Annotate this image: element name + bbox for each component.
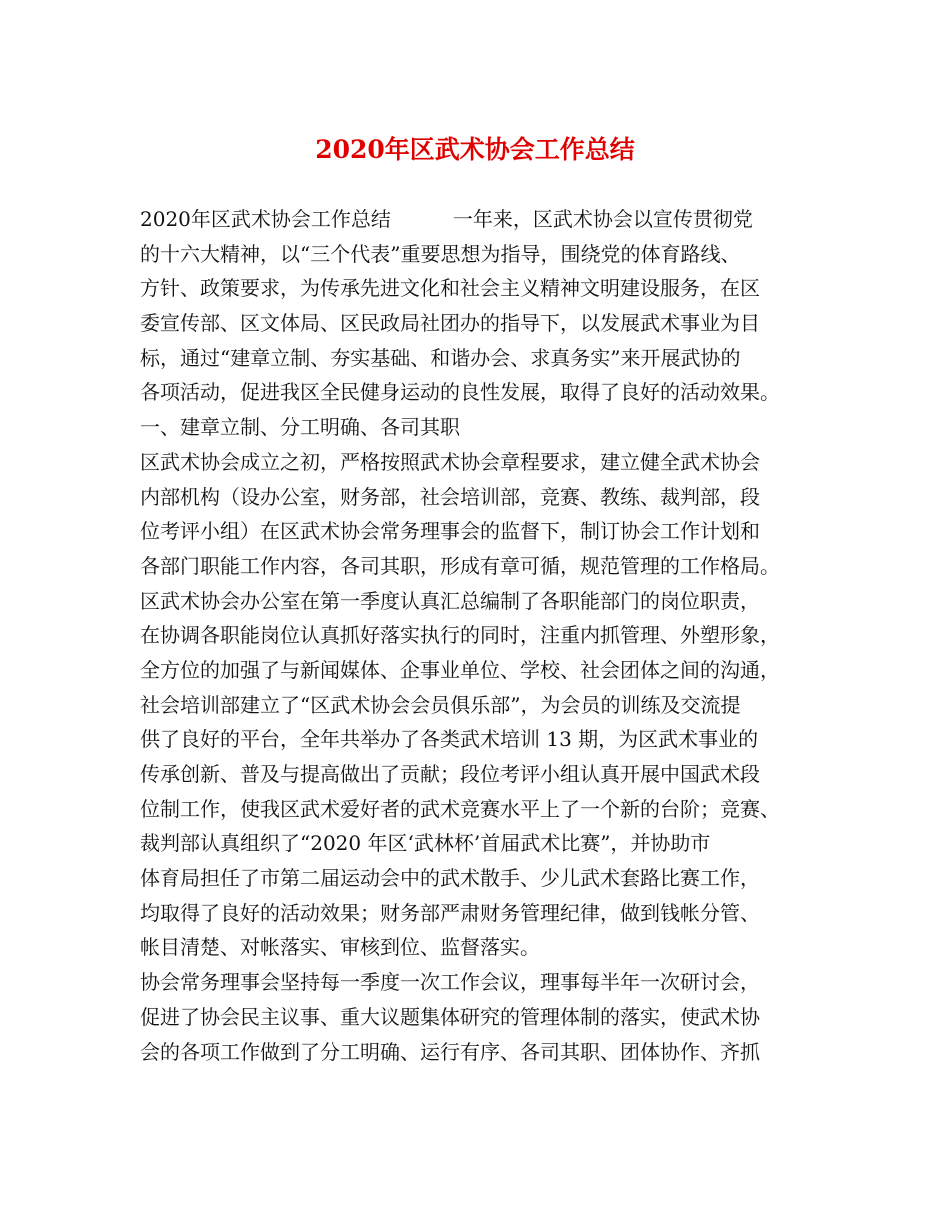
- text-line: 全方位的加强了与新闻媒体、企事业单位、学校、社会团体之间的沟通，: [140, 657, 780, 682]
- text-line: 位考评小组）在区武术协会常务理事会的监督下，制订协会工作计划和: [140, 519, 760, 544]
- inline-heading: 2020年区武术协会工作总结: [140, 207, 391, 231]
- text-line: 内部机构（设办公室，财务部，社会培训部，竞赛、教练、裁判部，段: [140, 484, 760, 509]
- text-line: 各部门职能工作内容，各司其职，形成有章可循，规范管理的工作格局。: [140, 553, 780, 578]
- text-line: 标，通过“建章立制、夯实基础、和谐办会、求真务实”来开展武协的: [140, 345, 741, 370]
- text-line: 供了良好的平台，全年共举办了各类武术培训 13 期，为区武术事业的: [140, 727, 759, 752]
- first-line: [140, 202, 830, 237]
- text-line: 区武术协会办公室在第一季度认真汇总编制了各职能部门的岗位职责，: [140, 588, 760, 613]
- text-line: 在协调各职能岗位认真抓好落实执行的同时，注重内抓管理、外塑形象，: [140, 623, 780, 648]
- document-title: 2020年区武术协会工作总结: [315, 135, 635, 164]
- section-heading: 一、建章立制、分工明确、各司其职: [140, 415, 460, 440]
- text-line: 传承创新、普及与提高做出了贡献；段位考评小组认真开展中国武术段: [140, 762, 760, 786]
- text-line: 体育局担任了市第二届运动会中的武术散手、少儿武术套路比赛工作，: [140, 866, 760, 891]
- text-line: 各项活动，促进我区全民健身运动的良性发展，取得了良好的活动效果。: [140, 380, 780, 405]
- text-line: 区武术协会成立之初，严格按照武术协会章程要求，建立健全武术协会: [140, 449, 760, 474]
- text-line: 会的各项工作做到了分工明确、运行有序、各司其职、团体协作、齐抓: [140, 1039, 760, 1064]
- text-line: 均取得了良好的活动效果；财务部严肃财务管理纪律，做到钱帐分管、: [140, 900, 760, 925]
- text-line: 帐目清楚、对帐落实、审核到位、监督落实。: [140, 935, 540, 960]
- text-line: 裁判部认真组织了“2020 年区‘武林杯’首届武术比赛”，并协助市: [140, 831, 711, 856]
- text-line: 促进了协会民主议事、重大议题集体研究的管理体制的落实，使武术协: [140, 1004, 760, 1029]
- text-line: 社会培训部建立了“区武术协会会员俱乐部”，为会员的训练及交流提: [140, 692, 741, 717]
- text-line: 的十六大精神，以“三个代表”重要思想为指导，围绕党的体育路线、: [140, 241, 741, 266]
- text-line: 协会常务理事会坚持每一季度一次工作会议，理事每半年一次研讨会，: [140, 970, 760, 995]
- document-body: [140, 202, 830, 1069]
- text-line: 委宣传部、区文体局、区民政局社团办的指导下，以发展武术事业为目: [140, 311, 760, 336]
- first-line-text: 一年来，区武术协会以宣传贯彻党: [452, 207, 753, 231]
- text-line: 位制工作，使我区武术爱好者的武术竞赛水平上了一个新的台阶；竞赛、: [140, 796, 780, 821]
- text-line: 方针、政策要求，为传承先进文化和社会主义精神文明建设服务，在区: [140, 276, 760, 301]
